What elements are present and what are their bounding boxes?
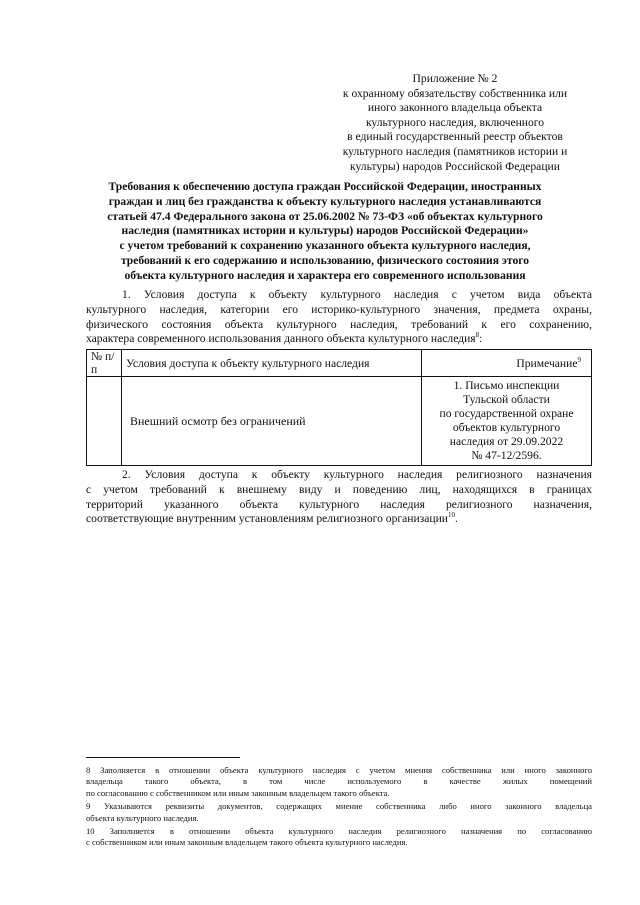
footnote-ref-8[interactable]: 8 — [475, 331, 480, 340]
note-line: № 47-12/2596. — [471, 449, 542, 462]
paragraph-text: характера современного использования данного объекта культурного наследия — [86, 332, 476, 346]
note-line: объектов культурного — [452, 421, 561, 434]
paragraph-line: физического состояния объекта культурного наследия, требований к его сохранению, — [86, 317, 592, 331]
paragraph-line: 1. Условия доступа к объекту культурного наследия с учетом вида объекта — [122, 288, 592, 301]
appendix-line: культурного наследия (памятников истории и — [342, 144, 568, 158]
appendix-header — [320, 72, 590, 174]
paragraph-line: 2. Условия доступа к объекту культурного наследия религиозного назначения — [122, 468, 592, 481]
appendix-title: Приложение № 2 — [412, 72, 498, 85]
appendix-line: в единый государственный реестр объектов — [347, 130, 563, 144]
footnote-divider — [86, 757, 240, 758]
table-row — [87, 377, 592, 466]
heading-line: требований к его содержанию и использованию, физического состояния этого — [120, 253, 530, 267]
section-1-paragraph — [86, 288, 592, 347]
paragraph-text: соответствующие внутренним установлениям религиозного организации — [86, 512, 449, 526]
paragraph-line: территорий указанного объекта культурного наследия религиозного назначения, — [86, 497, 592, 511]
heading-line: статьей 47.4 Федерального закона от 25.06.2002 № 73-ФЗ «об объектах культурного — [107, 209, 543, 223]
paragraph-line-last — [86, 332, 592, 347]
footnote-line: 8 Заполняется в отношении объекта культурного наследия с учетом мнения собственника или иного законного — [86, 765, 592, 775]
appendix-line: к охранному обязательству собственника или — [342, 86, 568, 100]
note-line: Тульской области — [463, 393, 550, 406]
footnote-9 — [86, 801, 592, 824]
footnote-10 — [86, 826, 592, 849]
header-note — [422, 350, 592, 377]
paragraph-line: культурного наследия, категории его историко-культурного значения, предмета охраны, — [86, 302, 592, 316]
footnote-line: с собственником или иным законным владельцем такого объекта культурного наследия. — [86, 837, 408, 848]
access-conditions-table — [86, 349, 592, 466]
appendix-line: культурного наследия, включенного — [365, 115, 545, 129]
appendix-line: иного законного владельца объекта — [367, 101, 543, 115]
footnote-line: владельца такого объекта, в том числе используемого в качестве жилых помещений — [86, 776, 592, 787]
footnote-ref-9[interactable]: 9 — [577, 355, 581, 364]
header-conditions: Условия доступа к объекту культурного наследия — [122, 350, 422, 377]
paragraph-punctuation: : — [479, 332, 483, 346]
appendix-line: культуры) народов Российской Федерации — [350, 159, 560, 173]
footnote-ref-10[interactable]: 10 — [448, 511, 456, 520]
note-line: по государственной охране — [439, 407, 574, 420]
footnote-line: по согласованию с собственником или иным законным владельцем такого объекта. — [86, 787, 390, 798]
heading-line: с учетом требований к сохранению указанного объекта культурного наследия, — [119, 239, 531, 253]
heading-line: объекта культурного наследия и характера его современного использования — [124, 268, 526, 282]
footnote-line: объекта культурного наследия. — [86, 812, 199, 823]
document-heading — [80, 180, 570, 284]
cell-number — [87, 377, 122, 466]
note-line: 1. Письмо инспекции — [453, 379, 560, 392]
paragraph-punctuation: . — [455, 512, 458, 526]
heading-line: наследия (памятниках истории и культуры) народов Российской Федерации» — [121, 224, 529, 238]
section-2-paragraph — [86, 468, 592, 527]
table-header-row — [87, 350, 592, 377]
heading-line: Требования к обеспечению доступа граждан Российской Федерации, иностранных — [108, 180, 542, 193]
footnotes — [86, 765, 592, 851]
cell-note — [422, 377, 592, 466]
footnote-8 — [86, 765, 592, 799]
footnote-line: 9 Указываются реквизиты документов, содержащих мнение собственника либо иного законного владельца — [86, 801, 592, 812]
heading-line: граждан и лиц без гражданства к объекту культурного наследия устанавливаются — [108, 194, 542, 208]
cell-conditions: Внешний осмотр без ограничений — [122, 377, 422, 466]
header-note-text: Примечание — [516, 356, 578, 370]
footnote-line: 10 Заполняется в отношении объекта культурного наследия религиозного назначения по согласованию — [86, 826, 592, 837]
paragraph-line: с учетом требований к внешнему виду и поведению лиц, находящихся в границах — [86, 482, 592, 496]
header-number: № п/п — [87, 350, 122, 377]
note-line: наследия от 29.09.2022 — [449, 435, 564, 448]
paragraph-line-last — [86, 512, 592, 527]
